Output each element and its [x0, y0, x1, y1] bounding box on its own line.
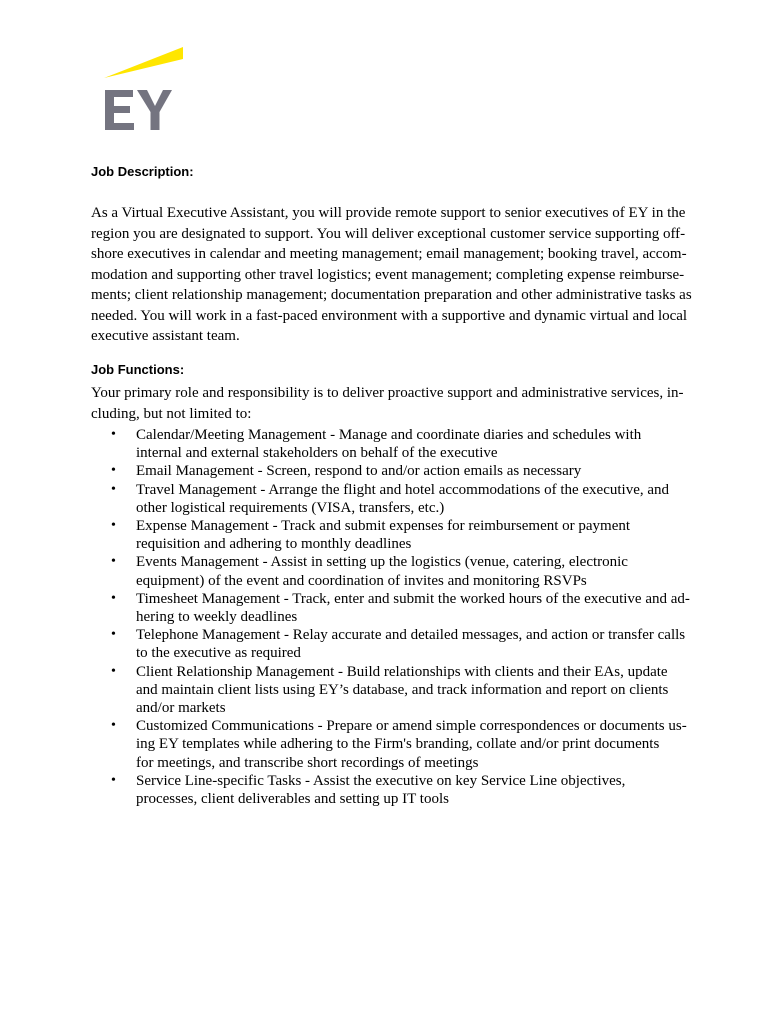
list-item: [91, 663, 701, 718]
list-item-text: Email Management - Screen, respond to and/or action emails as necessary: [136, 463, 582, 480]
list-item-text: Service Line-specific Tasks - Assist the executive on key Service Line objectives, processes, client deliverables and setting up IT tools: [136, 772, 626, 808]
job-description-heading: Job Description:: [91, 164, 194, 179]
job-functions-heading: Job Functions:: [91, 362, 185, 377]
list-item-text: Timesheet Management - Track, enter and submit the worked hours of the executive and ad- hering to weekly deadlines: [136, 590, 690, 626]
bullet-icon: •: [111, 518, 116, 534]
list-item: [91, 772, 701, 808]
ey-logo-graphic: [104, 46, 184, 132]
bullet-icon: •: [111, 463, 116, 479]
list-item: [91, 517, 701, 553]
list-item-text: Calendar/Meeting Management - Manage and coordinate diaries and schedules with internal and external stakeholders on behalf of the executive: [136, 427, 642, 462]
bullet-icon: •: [111, 627, 116, 643]
list-item-text: Travel Management - Arrange the flight and hotel accommodations of the executive, and other logistical requirements (VISA, transfers, etc.): [136, 481, 670, 516]
list-item-text: Expense Management - Track and submit expenses for reimbursement or payment requisition and adhering to monthly deadlines: [136, 518, 631, 553]
ey-logo-beam: [104, 47, 183, 78]
list-item: [91, 717, 701, 772]
list-item-text: Events Management - Assist in setting up the logistics (venue, catering, electronic equipment) of the event and coordination of invites and monitoring RSVPs: [136, 554, 628, 589]
bullet-icon: •: [111, 427, 116, 442]
bullet-icon: •: [111, 590, 116, 606]
job-functions-list: [91, 426, 701, 808]
list-item: [91, 590, 701, 626]
bullet-icon: •: [111, 554, 116, 570]
list-item: [91, 481, 701, 517]
bullet-icon: •: [111, 718, 116, 734]
bullet-icon: •: [111, 481, 116, 497]
job-description-paragraph: As a Virtual Executive Assistant, you will provide remote support to senior executives of EY in the region you are designated to support. You will deliver exceptional customer service supporting off- shore executives in calendar and meeting management; email management; booking travel, accom- modation and supporting other travel logistics; event management; completing expense reimburse- ments; client relationship management; documentation preparation and other administrative tasks as needed. You will work in a fast-paced environment with a supportive and dynamic virtual and local executive assistant team.: [91, 205, 692, 344]
bullet-icon: •: [111, 663, 116, 679]
list-item: [91, 462, 701, 480]
list-item: [91, 553, 701, 589]
list-item: [91, 626, 701, 662]
ey-logo: [104, 46, 184, 132]
list-item: [91, 426, 701, 462]
ey-logo-letters: [105, 90, 172, 130]
list-item-text: Client Relationship Management - Build relationships with clients and their EAs, update and maintain client lists using EY’s database, and track information and report on clients and/or markets: [136, 663, 669, 717]
list-item-text: Customized Communications - Prepare or amend simple correspondences or documents us- ing EY templates while adhering to the Firm's branding, collate and/or print documents for meetings, and transcribe short recordings of meetings: [136, 718, 687, 771]
job-functions-intro: Your primary role and responsibility is to deliver proactive support and administrative services, in- cluding, but not limited to:: [91, 385, 684, 422]
list-item-text: Telephone Management - Relay accurate and detailed messages, and action or transfer calls to the executive as required: [136, 627, 686, 662]
bullet-icon: •: [111, 772, 116, 788]
